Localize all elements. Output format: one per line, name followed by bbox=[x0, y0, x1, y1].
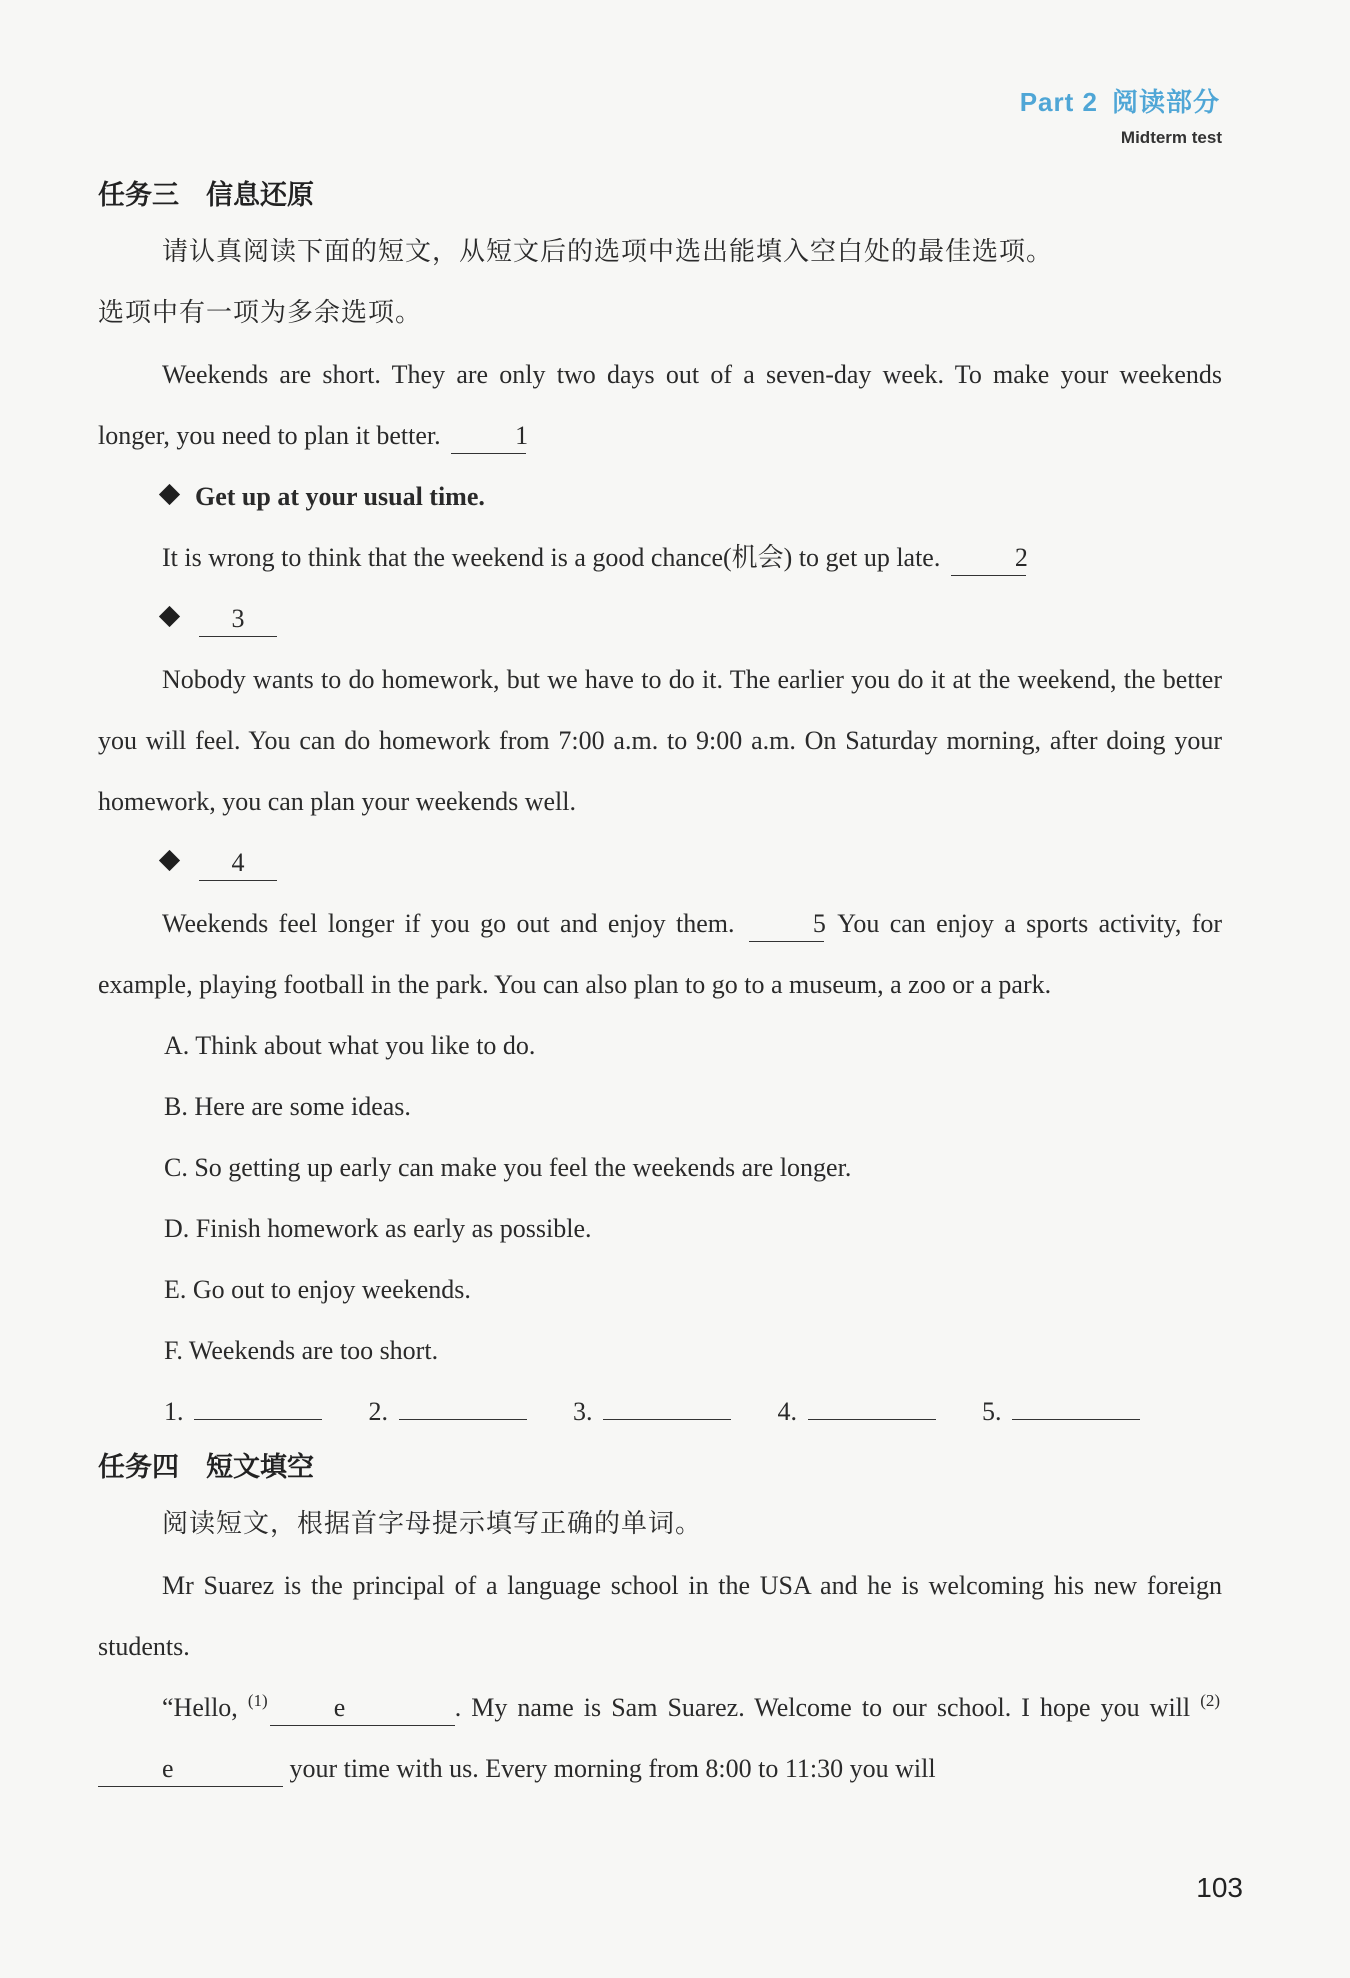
task3-instruction-2: 选项中有一项为多余选项。 bbox=[98, 298, 423, 328]
answer-label-4: 4. bbox=[777, 1397, 797, 1426]
answer-blank-2[interactable] bbox=[399, 1419, 527, 1420]
task3-paragraph-2 bbox=[98, 527, 1222, 588]
task3-paragraph-3: Nobody wants to do homework, but we have to do it. The earlier you do it at the weekend, the better you will feel. You can do homework from 7:00 a.m. to 9:00 a.m. On Saturday morning, after doing your homework, you can plan your weekends well. bbox=[98, 665, 1222, 816]
task3-paragraph-2-text: It is wrong to think that the weekend is a good chance(机会) to get up late. bbox=[162, 543, 941, 572]
task3-paragraph-1-text: Weekends are short. They are only two days out of a seven-day week. To make your weekends longer, you need to plan it better. bbox=[98, 360, 1222, 450]
option-c: C. So getting up early can make you feel the weekends are longer. bbox=[164, 1153, 852, 1182]
header-part-cn: 阅读部分 bbox=[1111, 87, 1220, 117]
diamond-bullet-icon bbox=[159, 484, 180, 505]
option-b: B. Here are some ideas. bbox=[164, 1092, 411, 1121]
answer-item-3 bbox=[573, 1381, 735, 1442]
gap-1-input[interactable] bbox=[270, 1691, 455, 1726]
task4-title: 任务四 短文填空 bbox=[98, 1452, 314, 1483]
answer-blank-1[interactable] bbox=[194, 1419, 322, 1420]
answer-item-5 bbox=[982, 1381, 1144, 1442]
task3-instruction-1: 请认真阅读下面的短文，从短文后的选项中选出能填入空白处的最佳选项。 bbox=[162, 237, 1054, 267]
task3-title: 任务三 信息还原 bbox=[98, 180, 314, 211]
main-content bbox=[98, 170, 1222, 1799]
option-d: D. Finish homework as early as possible. bbox=[164, 1214, 592, 1243]
answer-item-1 bbox=[164, 1381, 326, 1442]
page-number: 103 bbox=[1196, 1872, 1243, 1903]
blank-5[interactable]: 5 bbox=[749, 907, 824, 942]
gap-1-letter: e bbox=[333, 1693, 346, 1722]
task4-paragraph-1: Mr Suarez is the principal of a language school in the USA and he is welcoming his new foreign students. bbox=[98, 1571, 1222, 1661]
diamond-bullet-icon bbox=[159, 850, 180, 871]
task3-bullet-4 bbox=[98, 832, 1222, 893]
task4-instruction: 阅读短文，根据首字母提示填写正确的单词。 bbox=[162, 1509, 703, 1539]
task3-paragraph-1 bbox=[98, 344, 1222, 466]
blank-4[interactable]: 4 bbox=[199, 846, 277, 881]
task3-bullet-1 bbox=[98, 466, 1222, 527]
task3-bullet-3 bbox=[98, 588, 1222, 649]
blank-2[interactable]: 2 bbox=[951, 541, 1026, 576]
answer-item-2 bbox=[369, 1381, 531, 1442]
answer-blank-3[interactable] bbox=[603, 1419, 731, 1420]
task3-paragraph-4-text-a: Weekends feel longer if you go out and enjoy them. bbox=[162, 909, 735, 938]
header-subtitle: Midterm test bbox=[1120, 128, 1222, 147]
option-a: A. Think about what you like to do. bbox=[164, 1031, 536, 1060]
bullet-1-text: Get up at your usual time. bbox=[195, 482, 485, 511]
answer-row bbox=[98, 1381, 1222, 1442]
task4-paragraph-2-text-a: “Hello, bbox=[162, 1693, 238, 1722]
task4-paragraph-2 bbox=[98, 1677, 1222, 1799]
answer-blank-4[interactable] bbox=[808, 1419, 936, 1420]
gap-number-2: (2) bbox=[1200, 1691, 1221, 1711]
task3-paragraph-4 bbox=[98, 893, 1222, 1015]
answer-label-3: 3. bbox=[573, 1397, 593, 1426]
task4-paragraph-2-text-b: . My name is Sam Suarez. Welcome to our school. I hope you will bbox=[454, 1693, 1191, 1722]
answer-label-5: 5. bbox=[982, 1397, 1002, 1426]
task3-paragraph-4-text-b: You can enjoy a sports activity, for example, playing football in the park. You can also plan to go to a museum, a zoo or a park. bbox=[98, 909, 1223, 999]
task4-paragraph-2-text-c: your time with us. Every morning from 8:00 to 11:30 you will bbox=[289, 1754, 936, 1783]
gap-2-letter: e bbox=[162, 1754, 174, 1783]
header-part bbox=[1020, 82, 1220, 119]
option-f: F. Weekends are too short. bbox=[164, 1336, 439, 1365]
header-part-label: Part 2 bbox=[1019, 87, 1098, 117]
diamond-bullet-icon bbox=[159, 606, 180, 627]
option-e: E. Go out to enjoy weekends. bbox=[164, 1275, 471, 1304]
answer-label-2: 2. bbox=[368, 1397, 388, 1426]
gap-number-1: (1) bbox=[247, 1691, 268, 1711]
answer-label-1: 1. bbox=[164, 1397, 184, 1426]
answer-item-4 bbox=[778, 1381, 940, 1442]
gap-2-input[interactable] bbox=[98, 1752, 283, 1787]
blank-3[interactable]: 3 bbox=[199, 602, 277, 637]
answer-blank-5[interactable] bbox=[1012, 1419, 1140, 1420]
blank-1[interactable]: 1 bbox=[451, 419, 526, 454]
